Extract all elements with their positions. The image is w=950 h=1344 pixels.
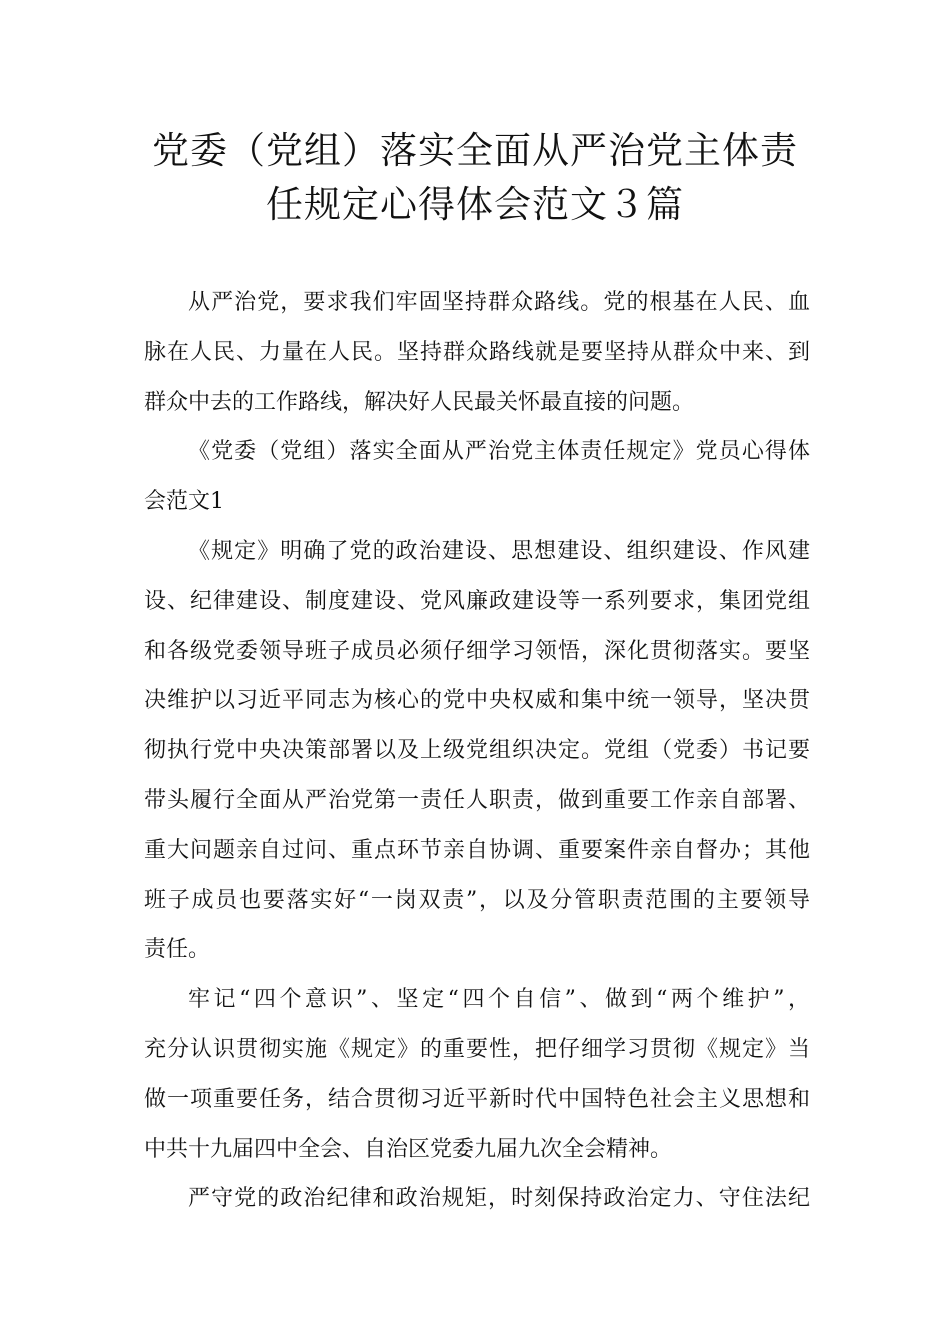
title-line-1: 党委（党组）落实全面从严治党主体责 (152, 129, 798, 172)
paragraph-line: 设、纪律建设、制度建设、党风廉政建设等一系列要求，集团党组 (144, 588, 810, 614)
paragraph-line: 充分认识贯彻实施《规定》的重要性，把仔细学习贯彻《规定》当 (144, 1036, 810, 1062)
paragraph-1 (144, 278, 810, 427)
paragraph-line: 中共十九届四中全会、自治区党委九届九次全会精神。 (144, 1136, 673, 1162)
paragraph-line: 做一项重要任务，结合贯彻习近平新时代中国特色社会主义思想和 (144, 1086, 810, 1112)
paragraph-line: 决维护以习近平同志为核心的党中央权威和集中统一领导，坚决贯 (144, 688, 810, 714)
paragraph-line: 严守党的政治纪律和政治规矩，时刻保持政治定力、守住法纪 (188, 1186, 810, 1212)
paragraph-line: 从严治党，要求我们牢固坚持群众路线。党的根基在人民、血 (188, 290, 810, 315)
paragraph-line: 和各级党委领导班子成员必须仔细学习领悟，深化贯彻落实。要坚 (144, 638, 810, 664)
paragraph-line: 脉在人民、力量在人民。坚持群众路线就是要坚持从群众中来、到 (144, 339, 810, 365)
paragraph-2 (144, 427, 810, 527)
document-body (144, 278, 810, 1224)
paragraph-line: 责任。 (144, 937, 211, 963)
paragraph-line: 班子成员也要落实好“一岗双责”，以及分管职责范围的主要领导 (144, 887, 810, 913)
paragraph-line: 《党委（党组）落实全面从严治党主体责任规定》党员心得体 (188, 439, 810, 465)
document-title (120, 124, 830, 232)
paragraph-line: 会范文1 (144, 489, 224, 515)
paragraph-line: 牢记“四个意识”、坚定“四个自信”、做到“两个维护”， (188, 987, 810, 1013)
paragraph-4 (144, 975, 810, 1174)
paragraph-line: 彻执行党中央决策部署以及上级党组织决定。党组（党委）书记要 (144, 738, 810, 764)
title-line-2: 任规定心得体会范文３篇 (266, 183, 684, 226)
paragraph-line: 重大问题亲自过问、重点环节亲自协调、重要案件亲自督办；其他 (144, 837, 810, 863)
paragraph-line: 群众中去的工作路线，解决好人民最关怀最直接的问题。 (144, 389, 695, 415)
paragraph-line: 《规定》明确了党的政治建设、思想建设、组织建设、作风建 (188, 538, 810, 564)
paragraph-line: 带头履行全面从严治党第一责任人职责，做到重要工作亲自部署、 (144, 787, 810, 813)
paragraph-5 (144, 1174, 810, 1224)
paragraph-3 (144, 527, 810, 975)
